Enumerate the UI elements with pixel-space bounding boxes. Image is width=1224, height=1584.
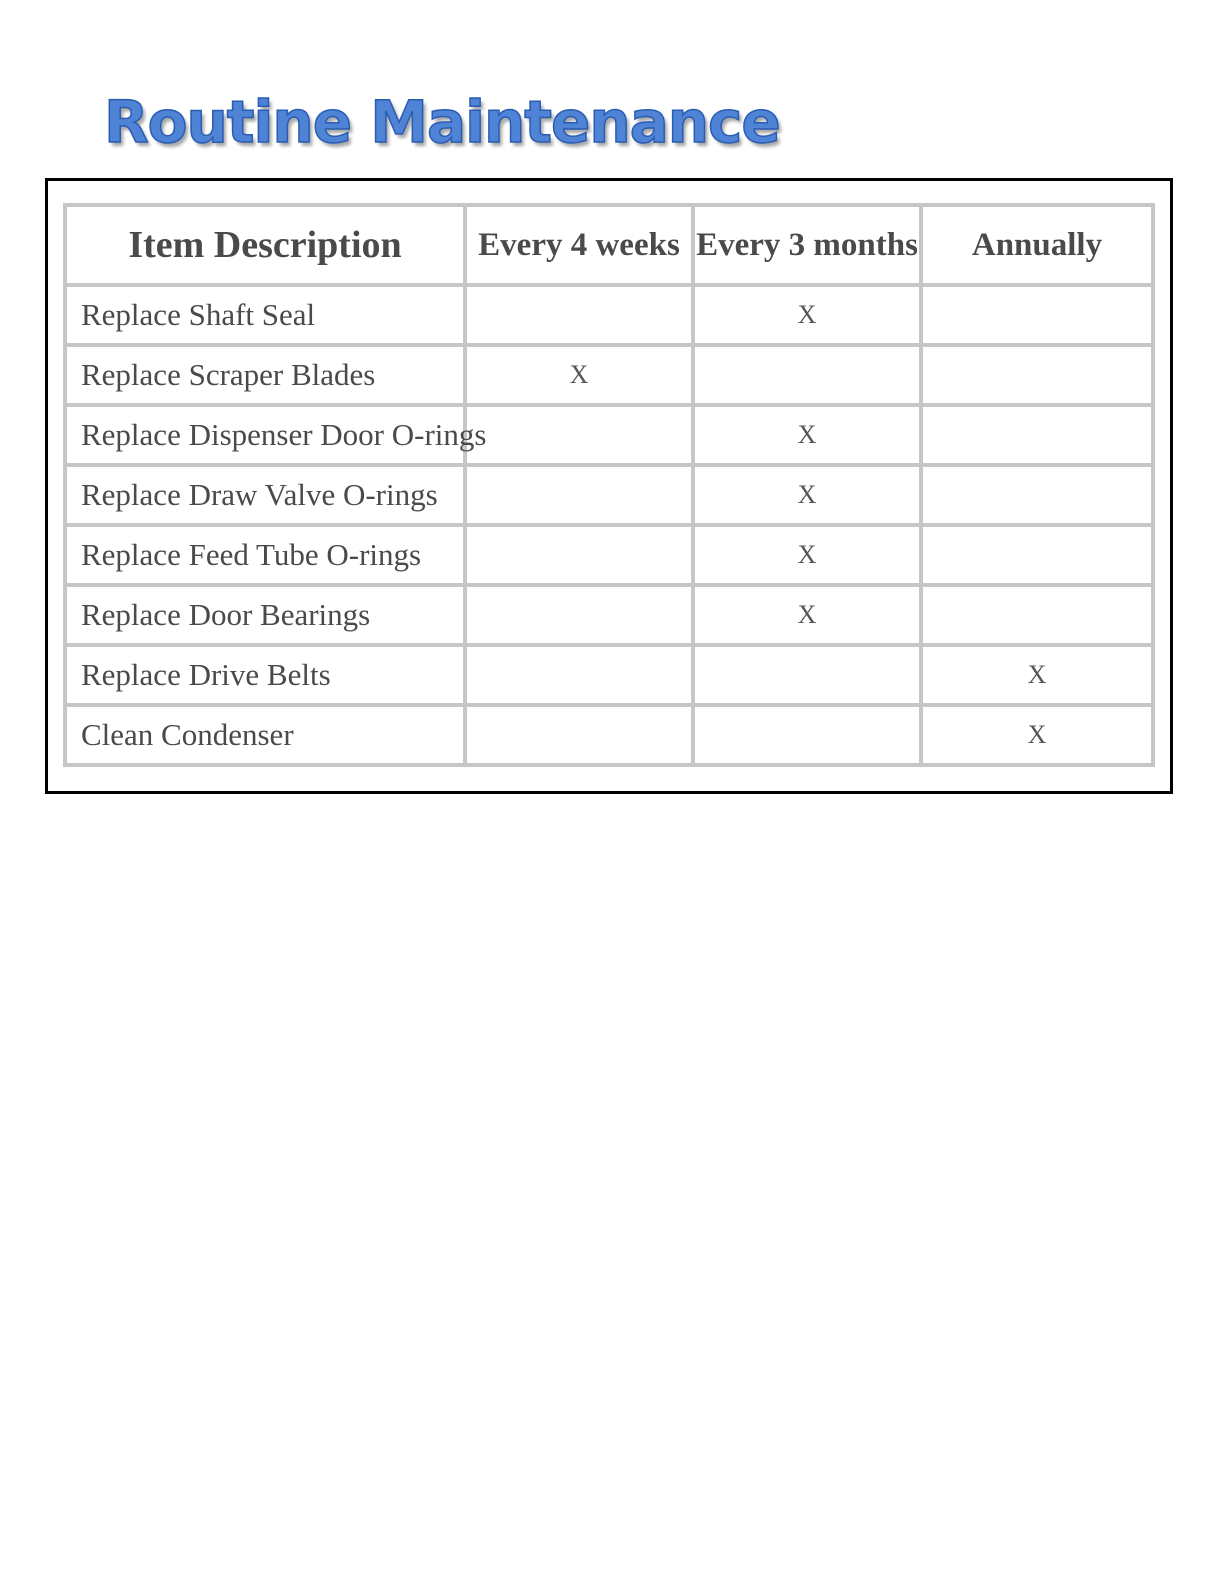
table-row — [65, 465, 1153, 525]
table-row — [65, 345, 1153, 405]
table-row — [65, 585, 1153, 645]
every-4-weeks-cell: X — [465, 345, 693, 405]
item-description: Replace Draw Valve O-rings — [65, 465, 465, 525]
annually-cell — [921, 525, 1153, 585]
every-3-months-cell — [693, 645, 921, 705]
every-4-weeks-cell — [465, 705, 693, 765]
every-4-weeks-cell — [465, 285, 693, 345]
item-description: Clean Condenser — [65, 705, 465, 765]
annually-cell — [921, 465, 1153, 525]
item-description: Replace Drive Belts — [65, 645, 465, 705]
item-description: Replace Scraper Blades — [65, 345, 465, 405]
table-row — [65, 525, 1153, 585]
every-3-months-cell: X — [693, 465, 921, 525]
annually-cell: X — [921, 705, 1153, 765]
item-description: Replace Shaft Seal — [65, 285, 465, 345]
item-description: Replace Dispenser Door O-rings — [65, 405, 465, 465]
table-header-row — [65, 205, 1153, 285]
every-3-months-cell: X — [693, 405, 921, 465]
every-4-weeks-cell — [465, 525, 693, 585]
table-row — [65, 405, 1153, 465]
header-every-3-months: Every 3 months — [693, 205, 921, 285]
every-3-months-cell: X — [693, 525, 921, 585]
annually-cell — [921, 345, 1153, 405]
every-4-weeks-cell — [465, 645, 693, 705]
annually-cell — [921, 585, 1153, 645]
table-frame — [45, 178, 1173, 794]
every-3-months-cell: X — [693, 285, 921, 345]
page-title: Routine Maintenance — [104, 88, 780, 156]
every-4-weeks-cell — [465, 465, 693, 525]
header-annually: Annually — [921, 205, 1153, 285]
every-3-months-cell — [693, 705, 921, 765]
every-3-months-cell: X — [693, 585, 921, 645]
item-description: Replace Feed Tube O-rings — [65, 525, 465, 585]
maintenance-schedule-table — [63, 203, 1155, 767]
header-item-description: Item Description — [65, 205, 465, 285]
every-3-months-cell — [693, 345, 921, 405]
annually-cell: X — [921, 645, 1153, 705]
every-4-weeks-cell — [465, 585, 693, 645]
annually-cell — [921, 405, 1153, 465]
table-row — [65, 705, 1153, 765]
item-description: Replace Door Bearings — [65, 585, 465, 645]
table-row — [65, 645, 1153, 705]
header-every-4-weeks: Every 4 weeks — [465, 205, 693, 285]
every-4-weeks-cell — [465, 405, 693, 465]
table-row — [65, 285, 1153, 345]
annually-cell — [921, 285, 1153, 345]
